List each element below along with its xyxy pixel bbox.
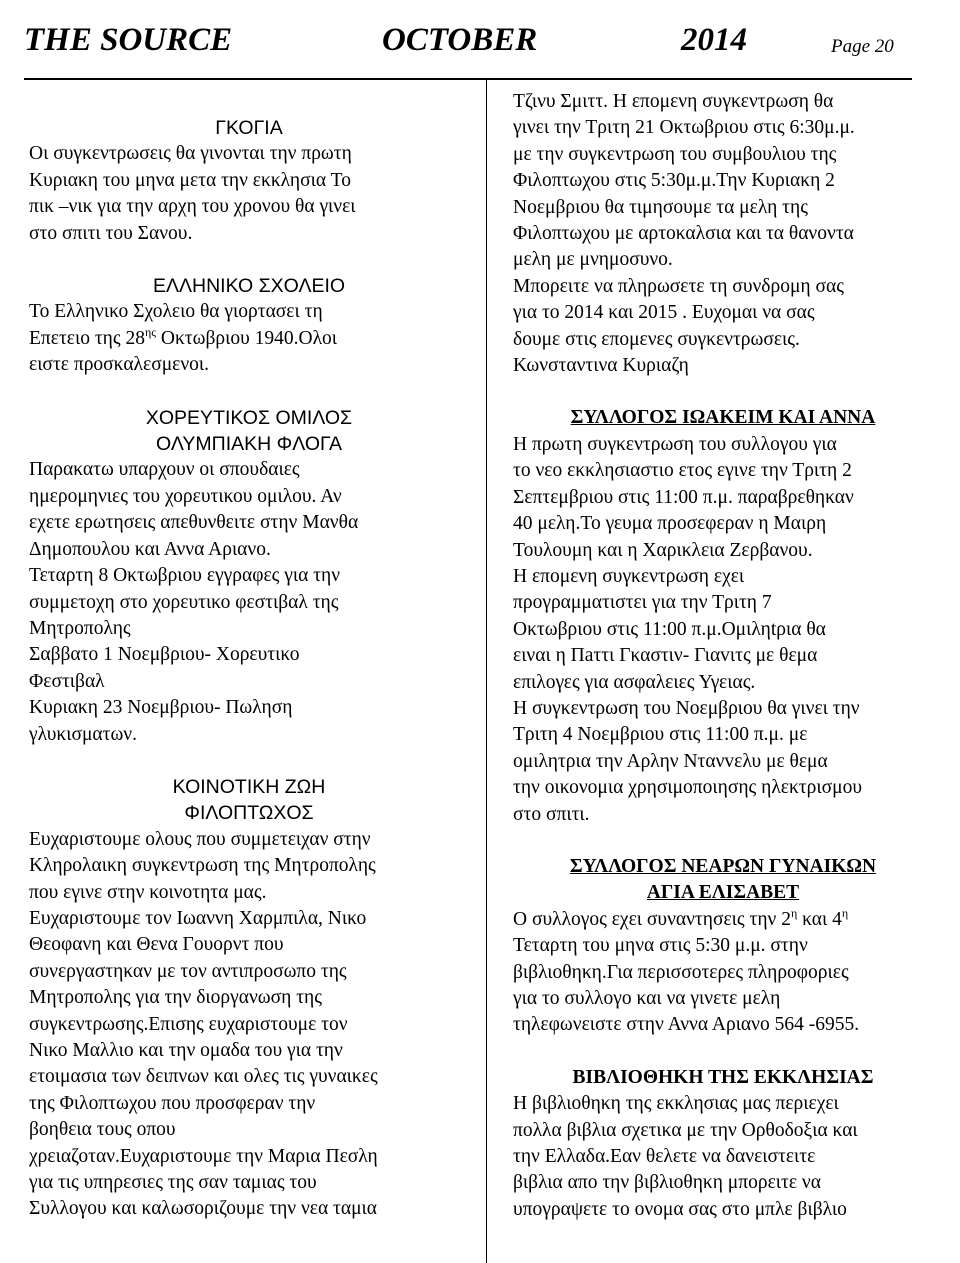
section-title: ΒΙΒΛΙΟΘΗΚΗ ΤΗΣ ΕΚΚΛΗΣΙΑΣ <box>572 1066 874 1088</box>
left-column <box>29 89 469 1223</box>
section-subtitle: ΑΓΙΑ ΕΛΙΣΑΒΕΤ <box>646 882 800 904</box>
header-rule <box>24 78 912 80</box>
section-body: Παρακατω υπαρχουν οι σπουδαιες ημερομηνιες του χορευτικου ομιλου. Αν εχετε ερωτησεις απεθυνθειτε στην Μανθα Δημοπουλου και Αννα Αριανο. Τεταρτη 8 Οκτωβριου εγγραφες για την συμμετοχη στο χορευτικο φεστιβαλ της Μητροπολης Σαββατο 1 Νοεμβριου- Χορευτικο Φεστιβαλ Κυριακη 23 Νοεμβριου- Πωληση γλυκισματων. <box>29 459 359 745</box>
section-church-library <box>513 1065 933 1223</box>
section-young-women <box>513 854 933 1039</box>
section-joachim-anna <box>513 405 933 828</box>
section-dance-group <box>29 405 469 748</box>
page-number: Page 20 <box>831 36 894 57</box>
column-divider <box>486 80 487 1263</box>
section-body: Οι συγκεντρωσεις θα γινονται την πρωτη Κυριακη του μηνα μετα την εκκλησια Το πικ –νικ για την αρχη του χρονου θα γινει στο σπιτι του Σανου. <box>29 143 356 244</box>
section-body: Η βιβλιοθηκη της εκκλησιας μας περιεχει πολλα βιβλια σχετικα με την Ορθοδοξια και την Ελλαδα.Εαν θελετε να δανειστειτε βιβλια απο την βιβλιοθηκη μπορειτε να υπογραψετε το ονομα σας στο μπλε βιβλιο <box>513 1093 858 1220</box>
section-body: Ευχαριστουμε ολους που συμμετειχαν στην Κληρολαικη συγκεντρωση της Μητροπολης που εγινε στην κοινοτητα μας. Ευχαριστουμε τον Ιωαννη Χαρμπιλα, Νικο Θεοφανη και Θενα Γουορντ που συνεργαστηκαν με τον αντιπροσωπο της Μητροπολης για την διοργανωση της συγκεντρωσης.Επισης ευχαριστουμε τον Νικο Μαλλιο και την ομαδα του για την ετοιμασια των δειπνων και ολες τις γυναικες της Φιλοπτωχου που προσφεραν την βοηθεια τους οπου χρειαζοταν.Ευχαριστουμε την Μαρια Πεσλη για τις υπηρεσιες της σαν ταμιας του Συλλογου και καλωσοριζουμε την νεα ταμια <box>29 828 378 1220</box>
section-subtitle: ΟΛΥΜΠΙΑΚΗ ΦΛΟΓΑ <box>156 433 342 456</box>
section-greek-school <box>29 273 469 379</box>
section-body: Τζινυ Σμιττ. Η επομενη συγκεντρωση θα γινει την Τριτη 21 Οκτωβριου στις 6:30μ.μ. με την συγκεντρωση του συμβουλιου της Φιλοπτωχου στις 5:30μ.μ.Την Κυριακη 2 Νοεμβριου θα τιμησουμε τα μελη της Φιλοπτωχου με αρτοκαλσια και τα θανοντα μελη με μνημοσυνο. Μπορειτε να πληρωσετε τη συνδρομη σας για το 2014 και 2015 . Ευχομαι να σας δουμε στις επομενες συγκεντρωσεις. Κωνσταντινα Κυριαζη <box>513 91 855 377</box>
section-philoptochos-continued <box>513 89 933 379</box>
section-subtitle: ΦΙΛΟΠΤΩΧΟΣ <box>184 802 314 825</box>
right-column <box>513 89 933 1223</box>
section-line: Το Ελληνικο Σχολειο θα γιορτασει τη <box>29 301 323 323</box>
newsletter-header <box>24 22 898 70</box>
publication-title: THE SOURCE <box>24 22 233 58</box>
section-line: Ο συλλογος εχει συναντησεις την $2^\eta$ και $4^\eta$ <box>513 905 849 930</box>
section-title: ΚΟΙΝΟΤΙΚΗ ΖΩΗ <box>172 775 326 798</box>
section-title: ΣΥΛΛΟΓΟΣ ΙΩΑΚΕΙΜ ΚΑΙ ΑΝΝΑ <box>570 407 876 429</box>
section-line: ειστε προσκαλεσμενοι. <box>29 354 210 376</box>
section-body: Η πρωτη συγκεντρωση του συλλογου για το νεο εκκλησιαστιο ετος εγινε την Τριτη 2 Σεπτεμβριου στις 11:00 π.μ. παραβρεθηκαν 40 μελη.Το γευμα προσεφεραν η Μαιρη Τουλουμη και η Χαρικλεια Ζερβανου. Η επομενη συγκεντρωση εχει προγραμματιστει για την Τριτη 7 Οκτωβριου στις 11:00 π.μ.Ομιληtρια θα ειναι η Πaττι Γκαστιν- Γιαvιτς με θεμα επιλογες για ασφαλειες Υγειας. Η συγκεντρωση του Νοεμβριου θα γινει την Τριτη 4 Νοεμβριου στις 11:00 π.μ. με ομιλητρια την Αρλην Ντανvελυ με θεμα την οικονομια χρησιμοποιησης ηλεκτρισμου στο σπιτι. <box>513 433 862 825</box>
section-title: ΕΛΛΗΝΙΚΟ ΣΧΟΛΕΙΟ <box>152 275 346 298</box>
section-title: ΣΥΛΛΟΓΟΣ ΝΕΑΡΩΝ ΓΥΝΑΙΚΩΝ <box>569 855 877 877</box>
section-title: ΓΚΟΓΙΑ <box>215 117 283 139</box>
section-title: ΧΟΡΕΥΤΙΚΟΣ ΟΜΙΛΟΣ <box>145 406 353 429</box>
issue-month: OCTOBER <box>382 22 538 58</box>
issue-year: 2014 <box>681 22 747 58</box>
section-line: Επετειο της $28^{\eta\varsigma}$ Οκτωβριου 1940.Ολοι <box>29 324 338 349</box>
section-community-life <box>29 774 469 1223</box>
section-gkogia <box>29 89 469 247</box>
section-body: Τεταρτη του μηνα στις 5:30 μ.μ. στην βιβλιοθηκη.Για περισσοτερες πληροφοριες για το συλλογο και να γινετε μελη τηλεφωνειστε στην Αννα Αριανο 564 -6955. <box>513 935 860 1036</box>
